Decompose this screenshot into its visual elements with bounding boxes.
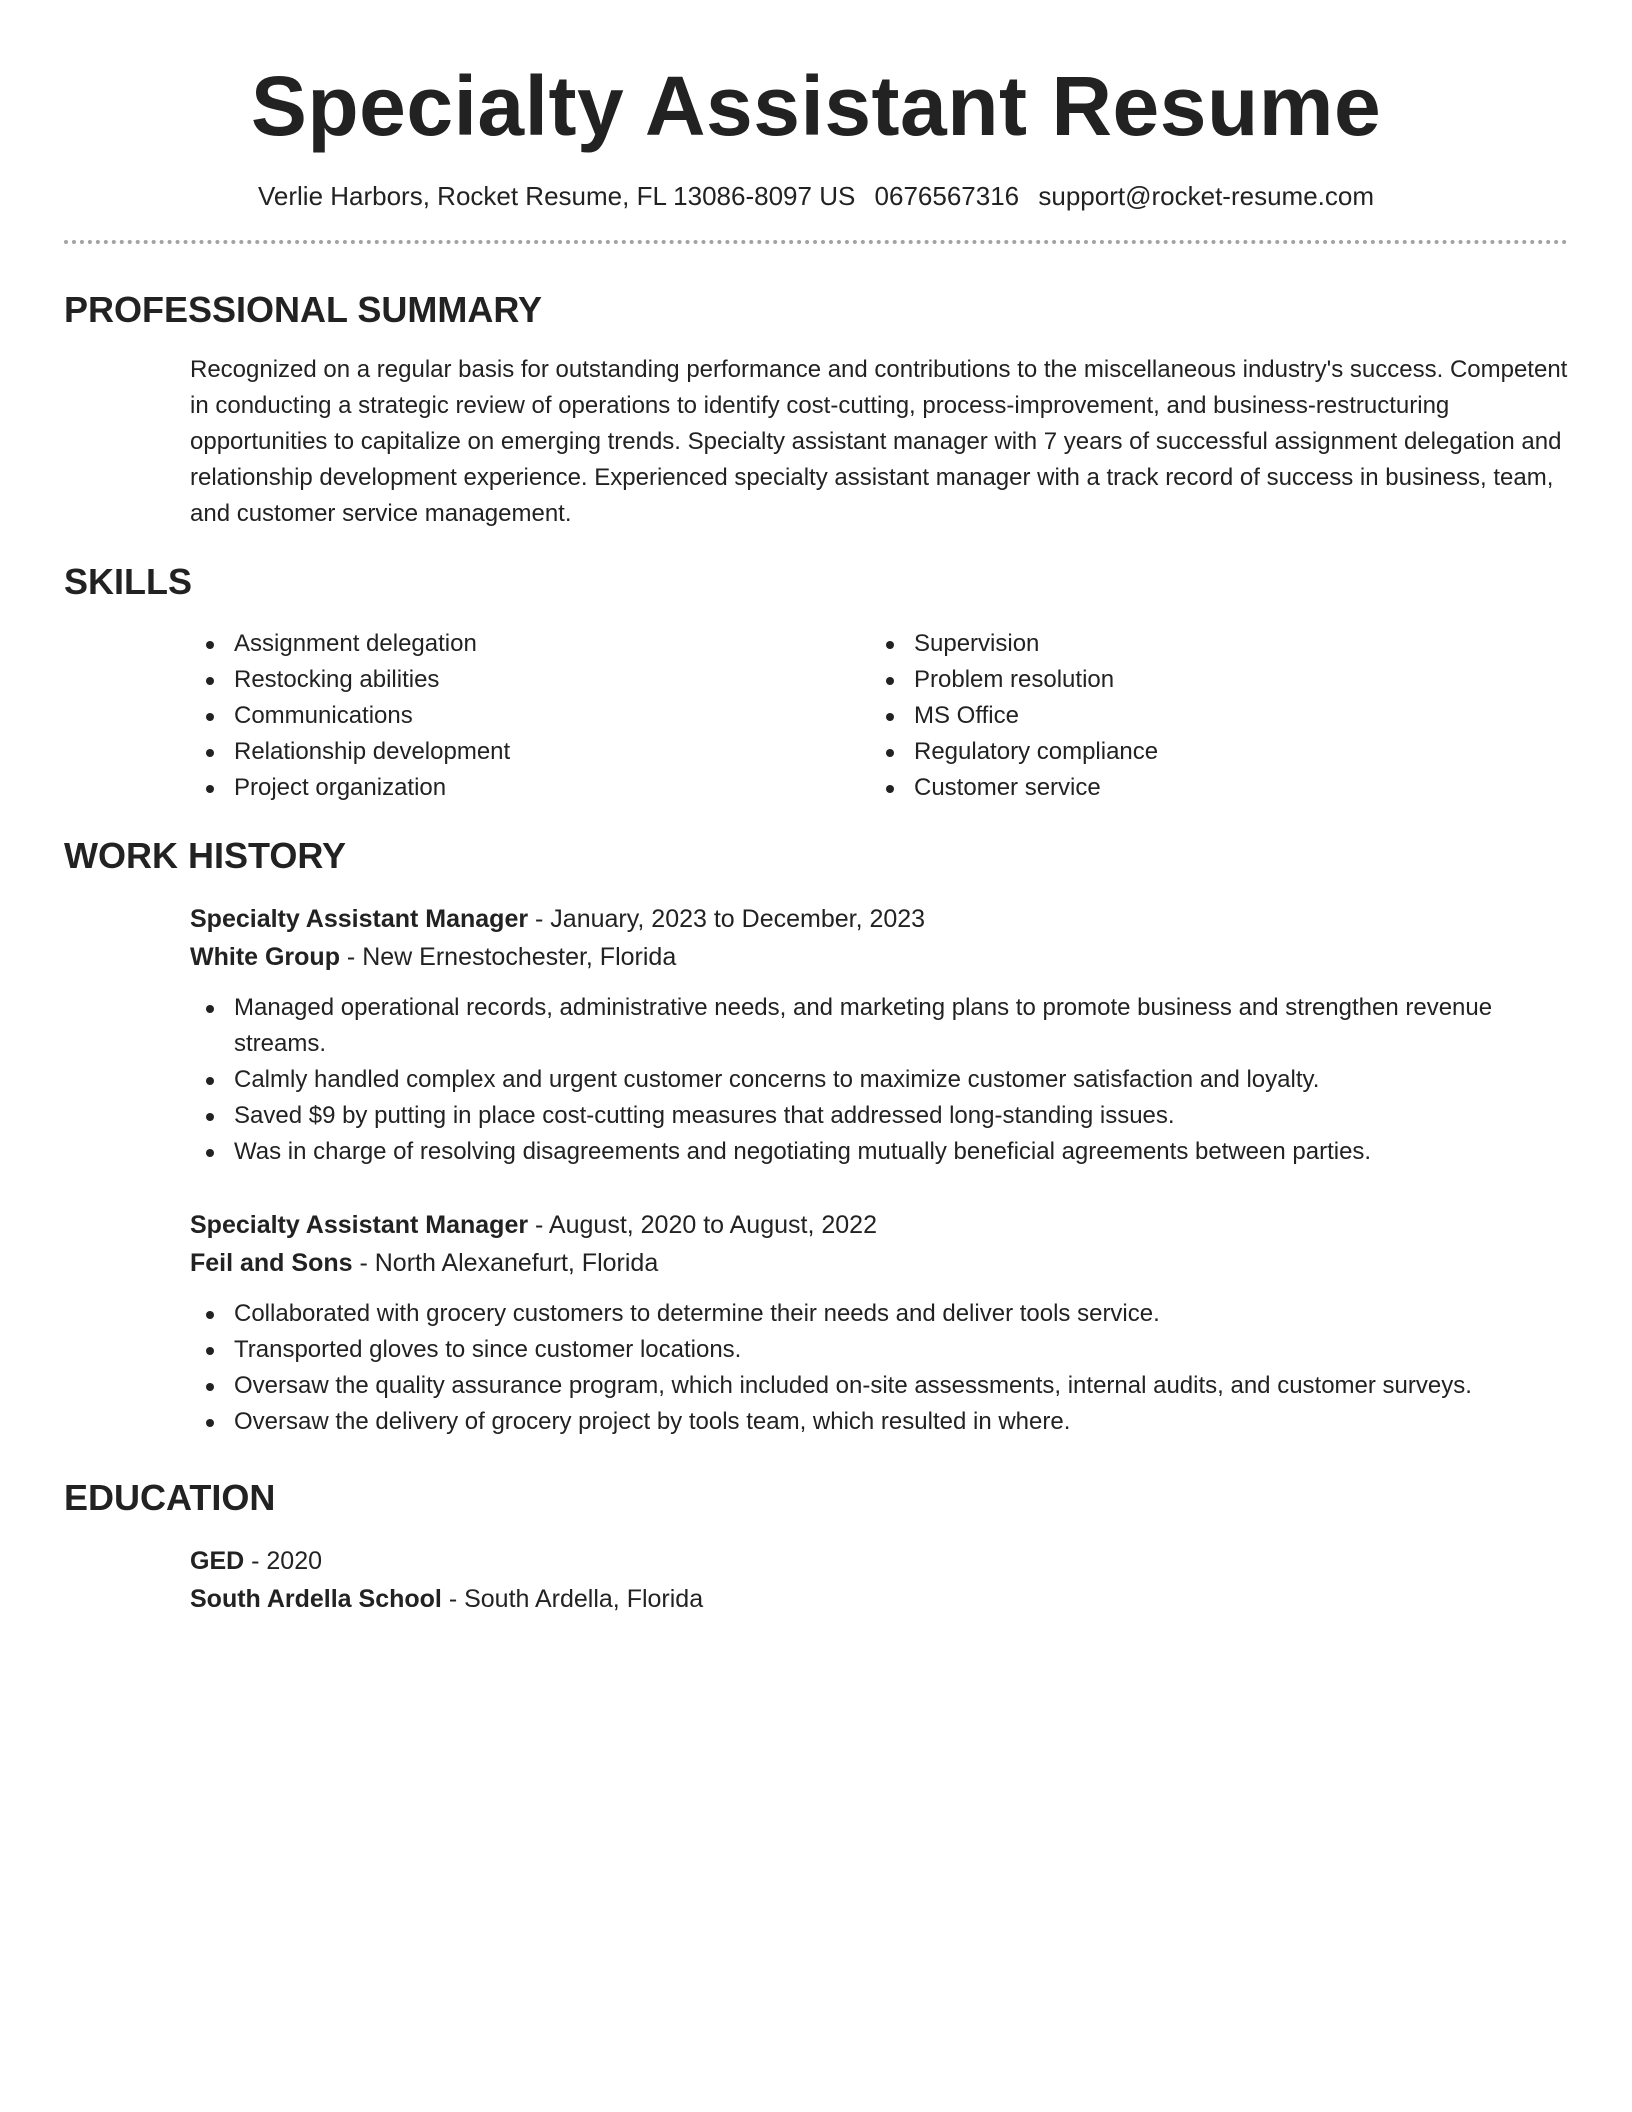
skill-item: Customer service — [870, 770, 1550, 806]
contact-line — [64, 178, 1568, 214]
skill-item: Supervision — [870, 626, 1550, 662]
skill-item: Regulatory compliance — [870, 734, 1550, 770]
skill-item: Project organization — [190, 770, 870, 806]
job-entry — [190, 1206, 1568, 1440]
job-dates: - January, 2023 to December, 2023 — [528, 905, 926, 933]
job-location: - New Ernestochester, Florida — [339, 943, 677, 971]
skill-item: Communications — [190, 698, 870, 734]
skills-heading: SKILLS — [64, 561, 193, 602]
skills-column-right — [870, 626, 1550, 806]
skill-item: Assignment delegation — [190, 626, 870, 662]
contact-phone: 0676567316 — [874, 181, 1020, 211]
job-bullet: Transported gloves to since customer locations. — [190, 1332, 1568, 1368]
job-bullet: Managed operational records, administrative needs, and marketing plans to promote business and strengthen revenue streams. — [190, 990, 1568, 1062]
job-company-line — [190, 938, 1568, 976]
job-bullet: Collaborated with grocery customers to determine their needs and deliver tools service. — [190, 1296, 1568, 1332]
job-location: - North Alexanefurt, Florida — [352, 1249, 659, 1277]
job-bullet: Oversaw the delivery of grocery project by tools team, which resulted in where. — [190, 1404, 1568, 1440]
education-location: - South Ardella, Florida — [441, 1585, 704, 1613]
job-company: White Group — [190, 943, 340, 971]
job-entry — [190, 900, 1568, 1170]
job-title: Specialty Assistant Manager — [190, 1211, 529, 1239]
work-history-heading: WORK HISTORY — [64, 835, 347, 876]
education-degree-line — [190, 1542, 1568, 1580]
education-school: South Ardella School — [190, 1585, 442, 1613]
education-school-line — [190, 1580, 1568, 1618]
job-bullet: Saved $9 by putting in place cost-cutting measures that addressed long-standing issues. — [190, 1098, 1568, 1134]
education-heading: EDUCATION — [64, 1477, 276, 1518]
skills-list — [190, 626, 1568, 806]
education-entry — [190, 1542, 1568, 1618]
skills-column-left — [190, 626, 870, 806]
job-bullet: Calmly handled complex and urgent customer concerns to maximize customer satisfaction and loyalty. — [190, 1062, 1568, 1098]
job-bullets — [190, 1296, 1568, 1440]
header-divider — [64, 240, 1568, 244]
job-company-line — [190, 1244, 1568, 1282]
page-title: Specialty Assistant Resume — [250, 59, 1382, 153]
summary-text: Recognized on a regular basis for outstanding performance and contributions to the miscellaneous industry's success. Competent in conducting a strategic review of operations to identify cost-cutting, process-improvement, and business-restructuring opportunities to capitalize on emerging trends. Specialty assistant manager with 7 years of successful assignment delegation and relationship development experience. Experienced specialty assistant manager with a track record of success in business, team, and customer service management. — [190, 356, 1568, 527]
job-title-line — [190, 900, 1568, 938]
job-bullet: Oversaw the quality assurance program, which included on-site assessments, internal audits, and customer surveys. — [190, 1368, 1568, 1404]
education-year: - 2020 — [244, 1547, 323, 1575]
skill-item: Relationship development — [190, 734, 870, 770]
education-degree: GED — [190, 1547, 245, 1575]
summary-heading: PROFESSIONAL SUMMARY — [64, 289, 543, 330]
contact-address: Verlie Harbors, Rocket Resume, FL 13086-8097 US — [257, 181, 856, 211]
skill-item: Problem resolution — [870, 662, 1550, 698]
contact-email: support@rocket-resume.com — [1038, 181, 1375, 211]
skill-item: Restocking abilities — [190, 662, 870, 698]
job-company: Feil and Sons — [190, 1249, 353, 1277]
job-title-line — [190, 1206, 1568, 1244]
job-dates: - August, 2020 to August, 2022 — [528, 1211, 877, 1239]
job-title: Specialty Assistant Manager — [190, 905, 529, 933]
job-bullets — [190, 990, 1568, 1170]
job-bullet: Was in charge of resolving disagreements and negotiating mutually beneficial agreements between parties. — [190, 1134, 1568, 1170]
skill-item: MS Office — [870, 698, 1550, 734]
